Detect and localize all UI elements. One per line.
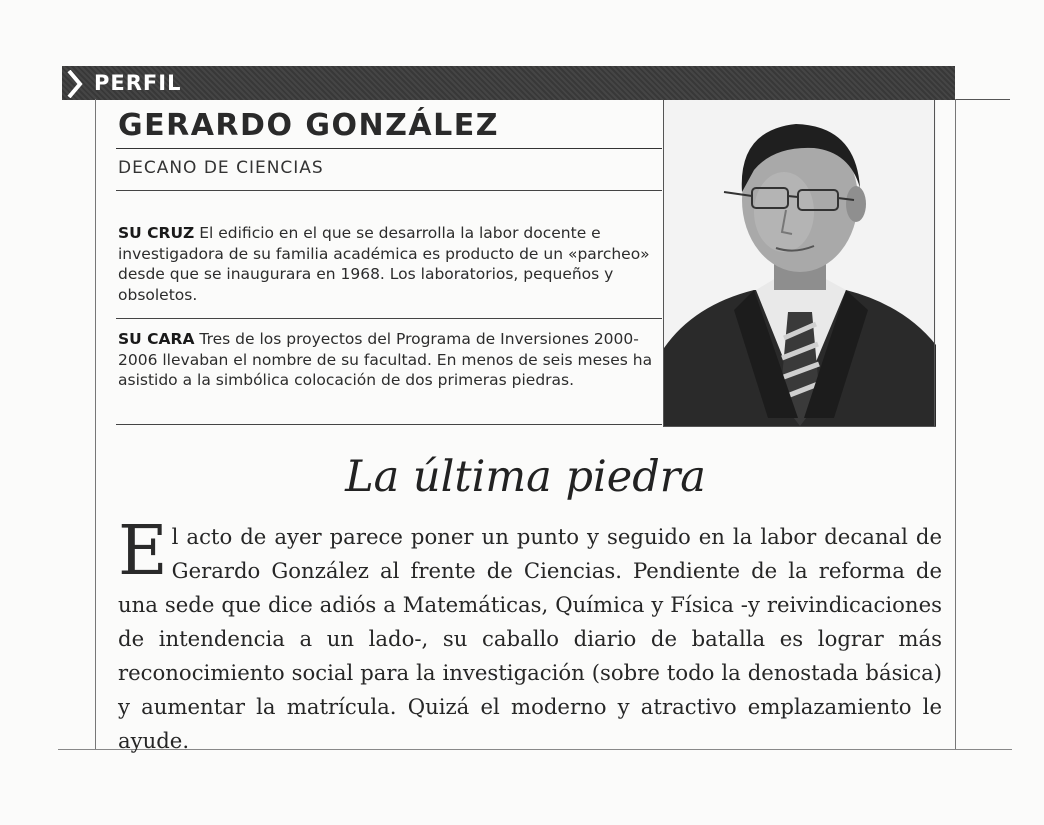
cara-divider <box>116 424 662 425</box>
photo-right-rule <box>934 100 935 426</box>
article-body-text: l acto de ayer parece poner un punto y seguido en la labor decanal de Gerardo González al frente de Ciencias. Pendiente de la reforma de una sede que dice adiós a Matemáticas, Química y Física -y reivindicaciones de intendencia a un lado-, su caballo diario de batalla es lograr más reconocimiento social para la investigación (sobre todo la denostada básica) y aumentar la matrícula. Quizá el moderno y atractivo emplazamiento le ayude. <box>118 524 942 753</box>
role-divider <box>116 190 662 191</box>
portrait-photo <box>663 100 936 427</box>
su-cara-text: Tres de los proyectos del Programa de Inversiones 2000-2006 llevaban el nombre de su facultad. En menos de seis meses ha asistido a la simbólica colocación de dos primeras piedras. <box>118 330 653 389</box>
profile-role: DECANO DE CIENCIAS <box>118 158 324 178</box>
section-label: PERFIL <box>94 71 182 95</box>
article-headline: La última piedra <box>345 452 706 502</box>
name-divider <box>116 148 662 149</box>
cruz-divider <box>116 318 662 319</box>
su-cara-label: SU CARA <box>118 330 195 348</box>
su-cruz-text: El edificio en el que se desarrolla la labor docente e investigadora de su familia académica es producto de un «parcheo» desde que se inaugurara en 1968. Los laboratorios, pequeños y obsoletos. <box>118 224 650 304</box>
su-cara-note <box>118 329 658 391</box>
article-body <box>118 512 942 758</box>
su-cruz-note <box>118 223 658 305</box>
drop-cap: E <box>118 512 168 591</box>
chevron-right-icon <box>66 70 84 98</box>
frame-left-rule <box>95 99 96 749</box>
profile-name: GERARDO GONZÁLEZ <box>118 108 499 143</box>
su-cruz-label: SU CRUZ <box>118 224 195 242</box>
section-header-band <box>62 66 955 100</box>
header-rule <box>955 99 1010 100</box>
frame-right-rule <box>955 99 956 749</box>
